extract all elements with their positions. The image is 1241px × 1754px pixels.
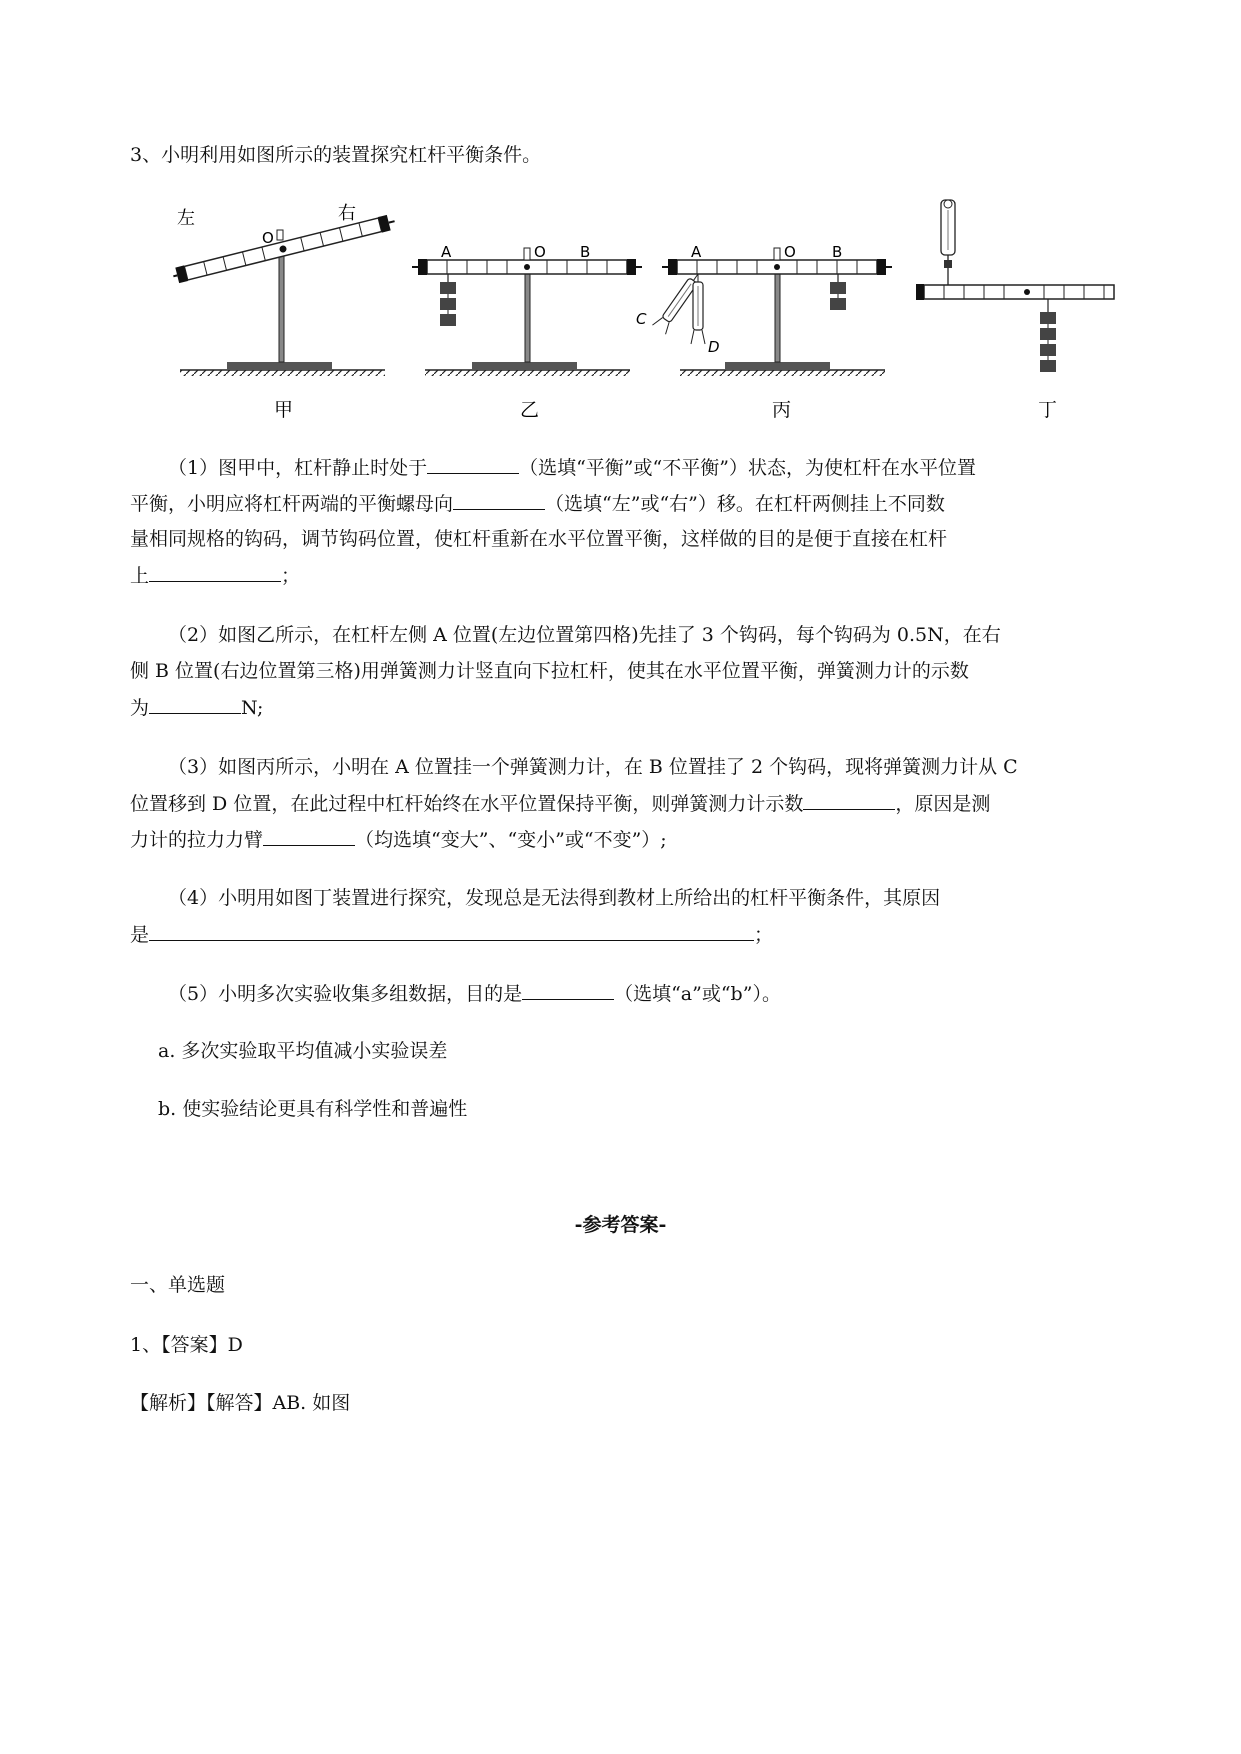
part2-line2: 侧 B 位置(右边位置第三格)用弹簧测力计竖直向下拉杠杆，使其在水平位置平衡，弹簧测力计的示数 xyxy=(130,660,969,682)
answer-blank-3-1[interactable] xyxy=(803,789,895,810)
caption-ding: 丁 xyxy=(1038,399,1058,421)
answer-blank-5-1[interactable] xyxy=(522,979,614,1000)
part4-line1: （4）小明用如图丁装置进行探究，发现总是无法得到教材上所给出的杠杆平衡条件，其原因 xyxy=(168,887,941,909)
label-o-yi: O xyxy=(534,243,546,261)
part2-line1: （2）如图乙所示，在杠杆左侧 A 位置(左边位置第四格)先挂了 3 个钩码，每个钩码为 0.5N，在右 xyxy=(168,624,1001,646)
part2-line3: 为 N; xyxy=(130,693,263,722)
label-b-bing: B xyxy=(832,243,843,261)
label-o-bing: O xyxy=(784,243,796,261)
option-b: b. 使实验结论更具有科学性和普遍性 xyxy=(158,1098,468,1120)
answer-blank-1-1[interactable] xyxy=(427,453,519,474)
analysis-text: 【解析】【解答】AB. 如图 xyxy=(130,1392,351,1414)
label-b-yi: B xyxy=(580,243,591,261)
answer-blank-4-1[interactable] xyxy=(149,920,754,941)
caption-yi: 乙 xyxy=(520,399,540,421)
label-d-bing: D xyxy=(708,338,720,356)
figure-jia xyxy=(171,203,396,421)
part3-line2: 位置移到 D 位置，在此过程中杠杆始终在水平位置保持平衡，则弹簧测力计示数 ，原因是测 xyxy=(130,789,990,818)
label-a-yi: A xyxy=(441,243,452,261)
label-left: 左 xyxy=(177,208,195,229)
answer-blank-1-2[interactable] xyxy=(453,489,545,510)
answer-blank-2-1[interactable] xyxy=(149,693,241,714)
answers-heading: -参考答案- xyxy=(574,1214,667,1236)
option-a: a. 多次实验取平均值减小实验误差 xyxy=(158,1040,448,1062)
figure-bing xyxy=(636,243,892,421)
label-c-bing: C xyxy=(636,310,647,328)
part1-line1: （1）图甲中，杠杆静止时处于 （选填“平衡”或“不平衡”）状态，为使杠杆在水平位置 xyxy=(168,453,976,482)
part3-line3: 力计的拉力力臂 （均选填“变大”、“变小”或“不变”）; xyxy=(130,825,667,854)
figure-ding xyxy=(916,200,1114,421)
caption-jia: 甲 xyxy=(274,399,294,421)
label-a-bing: A xyxy=(691,243,702,261)
answer-blank-3-2[interactable] xyxy=(263,825,355,846)
part3-line1: （3）如图丙所示，小明在 A 位置挂一个弹簧测力计，在 B 位置挂了 2 个钩码，现将弹簧测力计从 C xyxy=(168,756,1018,778)
label-pivot-jia: O xyxy=(262,229,274,247)
figure-yi xyxy=(412,243,642,421)
lever-experiment-figure xyxy=(170,190,1120,430)
question-title: 3、小明利用如图所示的装置探究杠杆平衡条件。 xyxy=(130,144,542,166)
answer-item-1: 1、【答案】D xyxy=(130,1334,243,1356)
part1-line3: 量相同规格的钩码，调节钩码位置，使杠杆重新在水平位置平衡，这样做的目的是便于直接在杠杆 xyxy=(130,528,948,550)
answer-blank-1-3[interactable] xyxy=(149,561,281,582)
part1-line2: 平衡，小明应将杠杆两端的平衡螺母向 （选填“左”或“右”）移。在杠杆两侧挂上不同数 xyxy=(130,489,945,518)
part1-line4: 上 ； xyxy=(130,561,300,590)
label-right: 右 xyxy=(338,203,356,224)
caption-bing: 丙 xyxy=(772,399,792,421)
part5-line1: （5）小明多次实验收集多组数据，目的是 （选填“a”或“b”）。 xyxy=(168,979,781,1008)
part4-line2: 是 ； xyxy=(130,920,773,949)
section-heading: 一、单选题 xyxy=(130,1274,226,1296)
